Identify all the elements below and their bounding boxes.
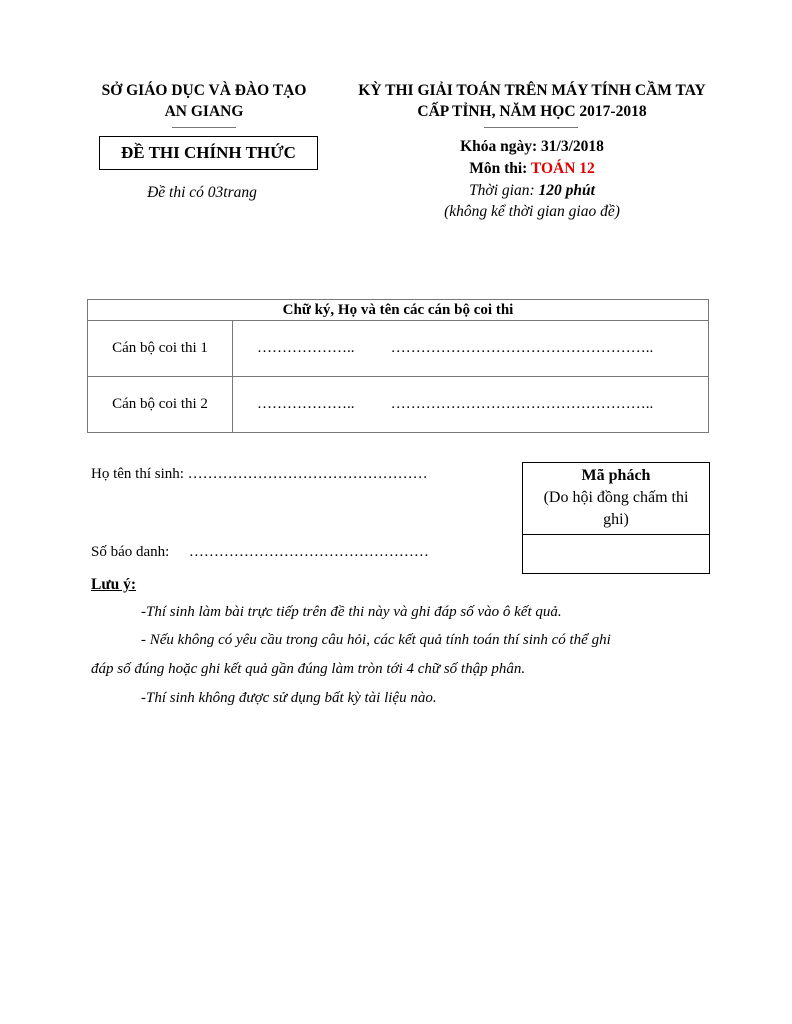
phach-entry-cell[interactable] bbox=[523, 535, 709, 573]
phach-subtitle-2: ghi) bbox=[603, 511, 629, 528]
proctor-2-name-dots: …………………………………………….. bbox=[390, 396, 654, 412]
exam-date: Khóa ngày: 31/3/2018 bbox=[460, 138, 604, 155]
note-item-1: -Thí sinh làm bài trực tiếp trên đề thi này và ghi đáp số vào ô kết quả. bbox=[141, 604, 562, 620]
table-row bbox=[88, 321, 709, 377]
time-line bbox=[335, 182, 729, 200]
proctor-1-signature-dots: ……………….. bbox=[257, 340, 355, 356]
subject-line bbox=[335, 160, 729, 178]
candidate-id-dots: ………………………………………… bbox=[188, 544, 429, 560]
phach-header bbox=[523, 463, 709, 535]
note-item-2b: đáp số đúng hoặc ghi kết quả gần đúng làm tròn tới 4 chữ số thập phân. bbox=[91, 661, 526, 677]
candidate-name-dots: ………………………………………… bbox=[187, 466, 428, 482]
phach-title: Mã phách bbox=[581, 467, 651, 484]
phach-code-box bbox=[522, 462, 710, 574]
divider-left bbox=[172, 127, 236, 128]
subject-label: Môn thi: bbox=[469, 160, 528, 177]
proctor-2-label: Cán bộ coi thi 2 bbox=[88, 377, 233, 433]
province-name: AN GIANG bbox=[164, 103, 244, 120]
divider-right bbox=[484, 127, 578, 128]
table-row bbox=[88, 377, 709, 433]
department-name: SỞ GIÁO DỤC VÀ ĐÀO TẠO bbox=[101, 82, 307, 99]
note-item-3: -Thí sinh không được sử dụng bất kỳ tài liệu nào. bbox=[141, 690, 437, 706]
phach-subtitle-1: (Do hội đồng chấm thi bbox=[543, 489, 689, 506]
notes-heading: Lưu ý: bbox=[91, 576, 137, 593]
time-value: 120 phút bbox=[538, 182, 595, 199]
time-label: Thời gian: bbox=[469, 182, 535, 199]
table-header: Chữ ký, Họ và tên các cán bộ coi thi bbox=[88, 300, 709, 321]
candidate-name-line[interactable] bbox=[91, 466, 428, 483]
time-note: (không kể thời gian giao đề) bbox=[444, 203, 620, 220]
proctor-2-signature-dots: ……………….. bbox=[257, 396, 355, 412]
proctor-signature-table bbox=[87, 299, 709, 433]
exam-title: KỲ THI GIẢI TOÁN TRÊN MÁY TÍNH CẦM TAY bbox=[358, 82, 706, 99]
table-header-row bbox=[88, 300, 709, 321]
proctor-2-fields[interactable] bbox=[233, 377, 709, 433]
exam-subtitle: CẤP TỈNH, NĂM HỌC 2017-2018 bbox=[417, 103, 647, 120]
proctor-1-name-dots: …………………………………………….. bbox=[390, 340, 654, 356]
page-count-note: Đề thi có 03trang bbox=[147, 184, 257, 201]
proctor-1-fields[interactable] bbox=[233, 321, 709, 377]
candidate-id-label: Số báo danh: bbox=[91, 544, 170, 560]
candidate-id-line[interactable] bbox=[91, 544, 429, 561]
official-exam-box: ĐỀ THI CHÍNH THỨC bbox=[99, 136, 318, 170]
subject-value: TOÁN 12 bbox=[530, 160, 595, 177]
candidate-name-label: Họ tên thí sinh: bbox=[91, 466, 184, 482]
note-item-2a: - Nếu không có yêu cầu trong câu hỏi, các kết quả tính toán thí sinh có thể ghi bbox=[141, 632, 611, 648]
proctor-1-label: Cán bộ coi thi 1 bbox=[88, 321, 233, 377]
